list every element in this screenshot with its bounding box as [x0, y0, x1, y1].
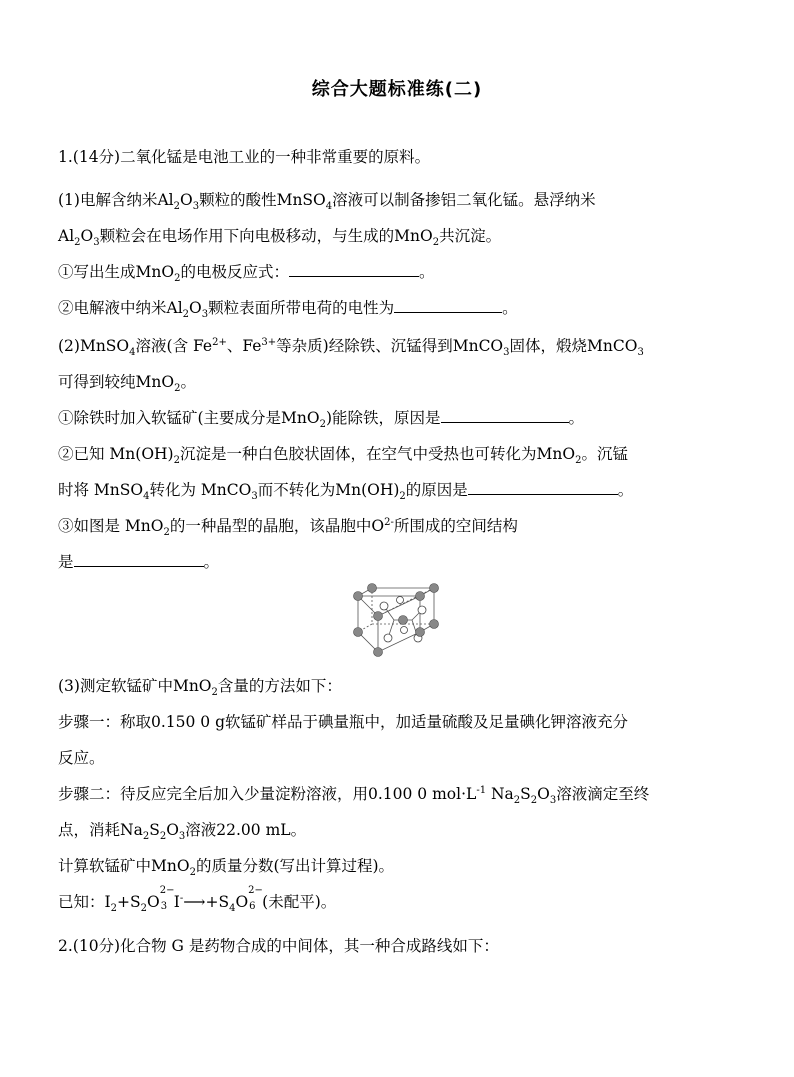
page-title: 综合大题标准练(二) [311, 79, 483, 100]
text: 溶液可以制备掺铝二氧化锰。悬浮纳米 [332, 191, 596, 209]
text: O [166, 821, 179, 839]
manganese-atom [416, 592, 425, 601]
text: O [146, 893, 160, 911]
ion-charge: 2− 3 [159, 885, 175, 912]
subscript: 2 [530, 795, 538, 807]
q1-part2-item3-line2 [58, 552, 219, 572]
subscript: 4 [143, 491, 150, 503]
text: O [80, 227, 94, 245]
subscript: 3 [192, 201, 200, 213]
text: 溶液22.00 mL。 [185, 821, 307, 839]
crystal-unit-cell-figure [344, 582, 448, 662]
subscript: 2 [110, 903, 117, 915]
text: 转化为 MnCO [149, 481, 252, 499]
q1-part1-item1 [58, 262, 435, 285]
oxygen-atom [401, 627, 408, 634]
subscript: 3 [93, 237, 100, 249]
question-1-header: 1.(14分)二氧化锰是电池工业的一种非常重要的原料。 [58, 148, 431, 166]
superscript: 2- [384, 516, 394, 528]
subscript: 2 [575, 455, 582, 467]
subscript: 4 [129, 347, 136, 359]
text: 颗粒会在电场作用下向电极移动，与生成的MnO [99, 227, 433, 245]
text: +S [117, 893, 141, 911]
text: O [179, 191, 193, 209]
text: +S [205, 893, 230, 911]
subscript: 2 [74, 237, 81, 249]
subscript: 3 [201, 309, 209, 321]
q1-part2-line2 [58, 372, 196, 395]
text: 的原因是 [405, 481, 468, 499]
manganese-atom [354, 592, 363, 601]
q1-part1-line2 [58, 226, 502, 249]
oxygen-atom [384, 634, 392, 642]
q1-part2-item3-line1 [58, 516, 518, 539]
text: 可得到较纯MnO [58, 373, 175, 391]
text: ③如图是 MnO [58, 517, 164, 535]
text: 含量的方法如下： [217, 677, 342, 695]
superscript: -1 [476, 784, 487, 796]
answer-blank[interactable] [394, 298, 502, 313]
answer-blank[interactable] [441, 408, 569, 423]
q1-part3-calc [58, 856, 395, 879]
question-2-header: 2.(10分)化合物 G 是药物合成的中间体，其一种合成路线如下： [58, 937, 499, 955]
text: 共沉淀。 [439, 227, 502, 245]
text: 点，消耗Na [58, 821, 143, 839]
manganese-atom [368, 584, 377, 593]
q1-part3-line1 [58, 676, 342, 699]
subscript: 4 [325, 201, 333, 213]
text: 是 [58, 553, 74, 571]
text: Na [486, 785, 514, 803]
q1-part2-item2-line2 [58, 480, 634, 503]
q1-part3-known-equation [58, 885, 337, 915]
q1-part1-item2 [58, 298, 518, 321]
subscript: 2 [399, 491, 406, 503]
oxygen-atom [397, 597, 404, 604]
text: 的一种晶型的晶胞，该晶胞中O [169, 517, 385, 535]
q1-part2-line1 [58, 336, 644, 359]
oxygen-atom [380, 602, 388, 610]
text: (未配平)。 [262, 893, 337, 911]
text: 时将 MnSO [58, 481, 144, 499]
manganese-atom [430, 584, 439, 593]
subscript: 3 [549, 795, 557, 807]
answer-blank[interactable] [289, 262, 419, 277]
manganese-atom [374, 612, 383, 621]
text: 已知：I [58, 893, 111, 911]
text: 的质量分数(写出计算过程)。 [195, 857, 395, 875]
subscript: 2 [182, 309, 190, 321]
subscript: 2 [140, 903, 147, 915]
subscript: 3 [178, 831, 186, 843]
text: 溶液滴定至终 [556, 785, 650, 803]
text: 的电极反应式： [180, 263, 289, 281]
manganese-atom [416, 628, 425, 637]
text: 溶液(含 Fe [135, 337, 213, 355]
text: 。 [203, 553, 220, 571]
text: ①写出生成MnO [58, 263, 175, 281]
subscript: 3 [637, 347, 644, 359]
text: (2)MnSO [58, 337, 130, 355]
text: 等杂质)经除铁、沉锰得到MnCO [276, 337, 504, 355]
text: 而不转化为Mn(OH) [257, 481, 400, 499]
text: ①除铁时加入软锰矿(主要成分是MnO [58, 409, 320, 427]
reaction-arrow: ⟶ [183, 893, 206, 911]
subscript: 3 [251, 491, 258, 503]
subscript: 3 [503, 347, 510, 359]
q1-part2-item2-line1 [58, 444, 628, 467]
text: 所围成的空间结构 [393, 517, 518, 535]
text: 步骤二：待反应完全后加入少量淀粉溶液，用0.100 0 mol·L [58, 785, 477, 803]
text: ②电解液中纳米Al [58, 299, 183, 317]
subscript: 2 [159, 831, 167, 843]
text: 、Fe [226, 337, 262, 355]
q1-part2-item1 [58, 408, 585, 431]
text: Al [58, 227, 75, 245]
q1-part3-step2-line2 [58, 820, 307, 843]
subscript: 2 [211, 687, 218, 699]
cell-edge [358, 596, 378, 652]
text: O [537, 785, 550, 803]
superscript: - [179, 892, 184, 904]
subscript: 2 [189, 867, 196, 879]
answer-blank[interactable] [468, 480, 618, 495]
text: 。 [418, 263, 435, 281]
subscript: 2 [432, 237, 440, 249]
text: 。 [502, 299, 518, 317]
text: 。 [617, 481, 634, 499]
subscript: 2 [319, 419, 326, 431]
text: 固体，煅烧MnCO [509, 337, 638, 355]
subscript: 2 [163, 527, 170, 539]
superscript: 3+ [261, 336, 277, 348]
answer-blank[interactable] [74, 552, 204, 567]
subscript: 2 [513, 795, 521, 807]
text: (3)测定软锰矿中MnO [58, 677, 212, 695]
text: O [189, 299, 202, 317]
text: (1)电解含纳米Al [58, 191, 174, 209]
manganese-atom [399, 616, 408, 625]
text: ②已知 Mn(OH) [58, 445, 174, 463]
text: O [235, 893, 249, 911]
text: S [520, 785, 531, 803]
q1-part1-line1 [58, 190, 596, 213]
text: 计算软锰矿中MnO [58, 857, 190, 875]
text: 颗粒表面所带电荷的电性为 [208, 299, 395, 317]
manganese-atom [354, 628, 363, 637]
ion-charge: 2− 6 [248, 885, 263, 912]
subscript: 2 [174, 383, 181, 395]
subscript: 4 [229, 903, 236, 915]
text: 。 [180, 373, 196, 391]
text: 。沉锰 [581, 445, 628, 463]
text: )能除铁，原因是 [325, 409, 441, 427]
text: I [173, 893, 180, 911]
text: 颗粒的酸性MnSO [199, 191, 326, 209]
manganese-atom [374, 648, 383, 657]
q1-part3-step1-line1: 步骤一：称取0.150 0 g软锰矿样品于碘量瓶中，加适量硫酸及足量碘化钾溶液充分 [58, 713, 629, 731]
subscript: 2 [174, 273, 181, 285]
text: 沉淀是一种白色胶状固体，在空气中受热也可转化为MnO [179, 445, 576, 463]
superscript: 2+ [212, 336, 227, 348]
subscript: 2 [173, 201, 180, 213]
q1-part3-step2-line1 [58, 784, 650, 807]
q1-part3-step1-line2: 反应。 [58, 749, 105, 767]
text: 。 [568, 409, 585, 427]
oxygen-atom [418, 606, 426, 614]
text: S [149, 821, 160, 839]
subscript: 2 [142, 831, 150, 843]
manganese-atom [430, 620, 439, 629]
subscript: 2 [173, 455, 180, 467]
